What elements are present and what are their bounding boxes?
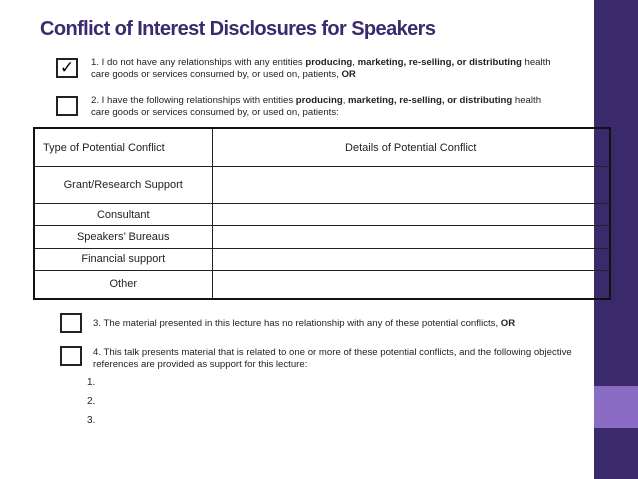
row-type-cell: Grant/Research Support (34, 167, 212, 204)
option-1-text (91, 57, 551, 80)
sidebar-accent-block (594, 386, 638, 428)
row-type-cell: Consultant (34, 203, 212, 225)
option-3-checkbox[interactable] (60, 313, 82, 333)
option-2-prefix: 2. I have the following relationships with entities (91, 95, 296, 106)
option-1-tail: health care goods or services consumed by, or used on, patients, (91, 57, 551, 80)
option-1-checkbox[interactable]: ✓ (56, 58, 78, 78)
table-row (34, 270, 610, 299)
option-4-checkbox[interactable] (60, 346, 82, 366)
row-details-cell[interactable] (212, 248, 610, 270)
option-1-bold-marketing: marketing, re-selling, or distributing (357, 57, 522, 68)
row-details-cell[interactable] (212, 167, 610, 204)
option-2-tail: health care goods or services consumed by, or used on, patients: (91, 95, 542, 118)
conflict-table (33, 127, 611, 300)
table-row (34, 203, 610, 225)
option-3-body: 3. The material presented in this lecture has no relationship with any of these potential conflicts, (93, 318, 501, 329)
row-details-cell[interactable] (212, 270, 610, 299)
page-title: Conflict of Interest Disclosures for Speakers (40, 18, 436, 40)
row-type-cell: Speakers’ Bureaus (34, 226, 212, 248)
option-2-text (91, 95, 551, 118)
reference-3: 3. (87, 415, 96, 426)
row-details-cell[interactable] (212, 203, 610, 225)
option-1-sep: , (352, 57, 358, 68)
header-details: Details of Potential Conflict (212, 128, 610, 167)
table-header-row (34, 128, 610, 167)
option-2-bold-marketing: marketing, re-selling, or distributing (348, 95, 513, 106)
table-row (34, 226, 610, 248)
option-2-bold-producing: producing (295, 95, 343, 106)
option-1-prefix: 1. I do not have any relationships with any entities (91, 57, 306, 68)
table-row (34, 167, 610, 204)
reference-1: 1. (87, 377, 96, 388)
table-row (34, 248, 610, 270)
option-1-bold-or: OR (341, 68, 356, 80)
option-3-text (93, 318, 588, 330)
row-details-cell[interactable] (212, 226, 610, 248)
option-2-checkbox[interactable] (56, 96, 78, 116)
reference-2: 2. (87, 396, 96, 407)
row-type-cell: Other (34, 270, 212, 299)
option-1-bold-producing: producing (305, 57, 353, 68)
header-type: Type of Potential Conflict (34, 128, 212, 167)
option-2-sep: , (342, 95, 349, 106)
option-3-bold-or: OR (500, 318, 516, 329)
row-type-cell: Financial support (34, 248, 212, 270)
option-4-text: 4. This talk presents material that is related to one or more of these potential conflicts, and the following objective references are provided as support for this lecture: (93, 347, 572, 370)
